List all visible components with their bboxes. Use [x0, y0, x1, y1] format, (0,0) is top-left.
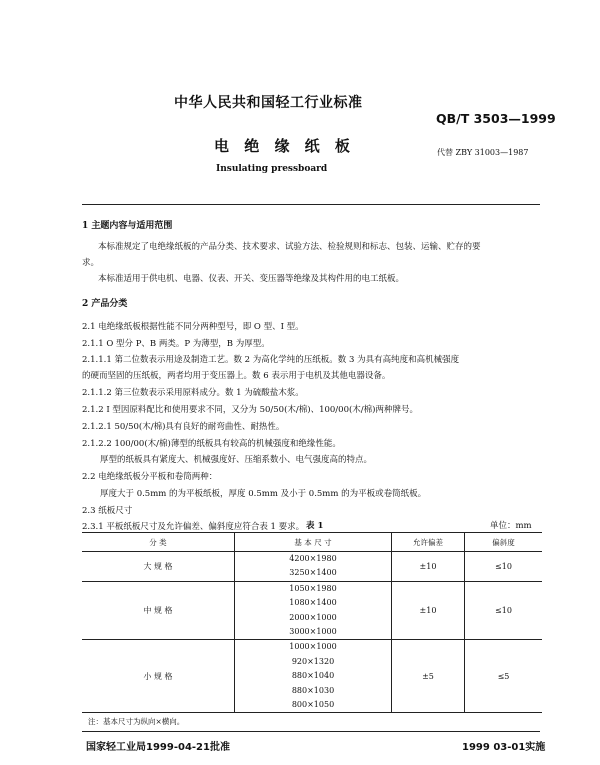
effective-line: 1999 03-01实施	[462, 742, 546, 753]
table-caption: 表 1	[306, 521, 324, 531]
clause-2-1-1-1-cont: 的硬而坚固的压纸板，两者均用于变压器上。数 6 表示用于电机及其他电器设备。	[82, 371, 391, 381]
clause-2-1-1-1: 2.1.1.1 第二位数表示用途及制造工艺。数 2 为高化学纯的压纸板。数 3 为具有高纯度和高机械强度	[82, 355, 460, 365]
size-value: 800×1050	[291, 699, 335, 709]
footer-divider	[82, 731, 540, 732]
category-cell: 小 规 格	[82, 640, 235, 713]
size-value: 1000×1000	[289, 642, 337, 652]
clause-2-3-1: 2.3.1 平板纸板尺寸及允许偏差、偏斜度应符合表 1 要求。	[82, 522, 305, 532]
size-cell	[235, 581, 392, 640]
table-row-small	[82, 640, 542, 713]
table-unit: 单位：mm	[490, 521, 532, 531]
table-row-large	[82, 552, 542, 582]
table-row-medium	[82, 581, 542, 640]
size-cell	[235, 552, 392, 582]
size-value: 3250×1400	[289, 568, 337, 578]
size-value: 2000×1000	[289, 612, 337, 622]
clause-2-1-2-1: 2.1.2.1 50/50(木/棉)具有良好的耐弯曲性、耐热性。	[82, 422, 285, 432]
english-title: Insulating pressboard	[216, 164, 328, 174]
clause-2-2: 2.2 电绝缘纸板分平板和卷筒两种：	[82, 472, 218, 482]
size-value: 880×1040	[291, 671, 335, 681]
clause-2-3: 2.3 纸板尺寸	[82, 506, 133, 516]
size-value: 1080×1400	[289, 598, 337, 608]
skew-cell: ≤5	[465, 640, 543, 713]
tolerance-cell: ±10	[392, 552, 465, 582]
header-category: 分 类	[82, 533, 235, 552]
header-tolerance: 允许偏差	[392, 533, 465, 552]
size-value: 880×1030	[291, 685, 335, 695]
size-cell	[235, 640, 392, 713]
approval-line: 国家轻工业局1999-04-21批准	[86, 742, 230, 753]
section-1-paragraph-1-cont: 求。	[82, 258, 100, 268]
size-value: 920×1320	[291, 656, 335, 666]
header-basic-size: 基 本 尺 寸	[235, 533, 392, 552]
clause-thick-board: 厚型的纸板具有紧度大、机械强度好、压缩系数小、电气强度高的特点。	[100, 455, 373, 465]
table-header-row	[82, 533, 542, 552]
replaces-standard: 代替 ZBY 31003—1987	[437, 148, 529, 157]
header-skew: 偏斜度	[465, 533, 543, 552]
dimension-table	[82, 532, 542, 713]
category-cell: 大 规 格	[82, 552, 235, 582]
skew-cell: ≤10	[465, 581, 543, 640]
clause-2-1-1: 2.1.1 O 型分 P、B 两类。P 为薄型，B 为厚型。	[82, 339, 270, 349]
clause-2-2-detail: 厚度大于 0.5mm 的为平板纸板，厚度 0.5mm 及小于 0.5mm 的为平板或卷筒纸板。	[100, 489, 427, 499]
standard-number: QB/T 3503—1999	[436, 111, 556, 126]
document-title: 电 绝 缘 纸 板	[214, 137, 355, 155]
tolerance-cell: ±5	[392, 640, 465, 713]
section-2-heading: 2 产品分类	[82, 299, 128, 309]
size-value: 1050×1980	[289, 583, 337, 593]
clause-2-1: 2.1 电绝缘纸板根据性能不同分两种型号，即 O 型、I 型。	[82, 322, 304, 332]
skew-cell: ≤10	[465, 552, 543, 582]
section-1-paragraph-1: 本标准规定了电绝缘纸板的产品分类、技术要求、试验方法、检验规则和标志、包装、运输、贮存的要	[98, 242, 481, 252]
size-value: 4200×1980	[289, 554, 337, 563]
section-1-heading: 1 主题内容与适用范围	[82, 221, 173, 231]
size-value: 3000×1000	[289, 626, 337, 636]
tolerance-cell: ±10	[392, 581, 465, 640]
clause-2-1-2: 2.1.2 I 型因原料配比和使用要求不同，又分为 50/50(木/棉)、100/00(木/棉)两种牌号。	[82, 405, 418, 415]
table-note: 注：基本尺寸为纵向×横向。	[88, 717, 185, 726]
header-divider	[82, 204, 540, 205]
clause-2-1-2-2: 2.1.2.2 100/00(木/棉)薄型的纸板具有较高的机械强度和绝缘性能。	[82, 439, 341, 449]
clause-2-1-1-2: 2.1.1.2 第三位数表示采用原料成分。数 1 为硫酸盐木浆。	[82, 388, 304, 398]
standard-category: 中华人民共和国轻工行业标准	[174, 95, 363, 111]
category-cell: 中 规 格	[82, 581, 235, 640]
section-1-paragraph-2: 本标准适用于供电机、电器、仪表、开关、变压器等绝缘及其构件用的电工纸板。	[98, 274, 405, 284]
